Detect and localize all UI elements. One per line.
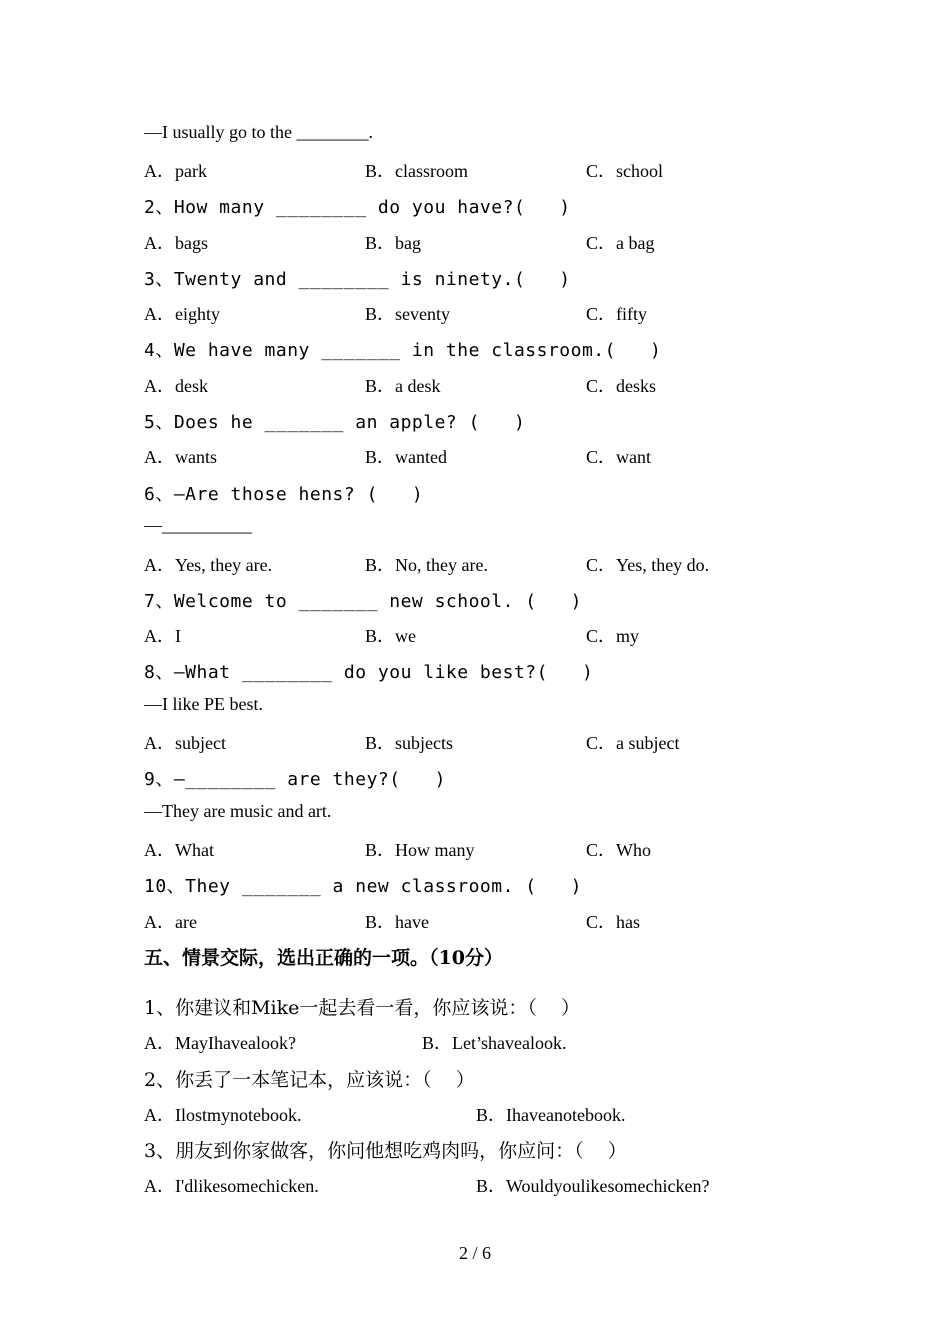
situation-2-stem: 2、你丢了一本笔记本，应该说：（ ） [144,1069,475,1091]
question-8-option-a: A．subject [144,733,226,753]
question-8-option-b: B．subjects [365,733,453,753]
question-9-answer-line: —They are music and art. [144,801,332,821]
situation-2-option-b: B．Ihaveanotebook. [476,1105,626,1125]
question-9-stem: 9、—________ are they?( ) [144,769,446,790]
question-4-option-c: C．desks [586,376,657,396]
q1-option-c: C．school [586,161,664,181]
question-6-stem: 6、—Are those hens? ( ) [144,484,424,505]
question-7-option-c: C．my [586,626,640,646]
question-5-option-a: A．wants [144,447,217,467]
question-10-option-b: B．have [365,912,429,932]
question-2-option-b: B．bag [365,233,421,253]
question-5-stem: 5、Does he _______ an apple? ( ) [144,412,526,433]
situation-3-stem: 3、朋友到你家做客，你问他想吃鸡肉吗，你应问：（ ） [144,1140,627,1162]
situation-2-option-a: A．Ilostmynotebook. [144,1105,302,1125]
question-7-option-a: A．I [144,626,181,646]
q1-answer-line: —I usually go to the ________. [144,122,373,142]
question-2-option-a: A．bags [144,233,208,253]
question-8-stem: 8、—What ________ do you like best?( ) [144,662,594,683]
question-10-option-c: C．has [586,912,640,932]
question-7-option-b: B．we [365,626,416,646]
q1-option-a: A．park [144,161,207,181]
question-3-option-c: C．fifty [586,304,647,324]
question-10-stem: 10、They _______ a new classroom. ( ) [144,876,582,897]
question-6-option-c: C．Yes, they do. [586,555,710,575]
situation-1-option-a: A．MayIhavealook? [144,1033,296,1053]
question-7-stem: 7、Welcome to _______ new school. ( ) [144,591,582,612]
question-4-option-b: B．a desk [365,376,441,396]
question-5-option-c: C．want [586,447,651,467]
q1-option-b: B．classroom [365,161,468,181]
situation-3-option-a: A．I'dlikesomechicken. [144,1176,319,1196]
question-3-stem: 3、Twenty and ________ is ninety.( ) [144,269,571,290]
question-2-stem: 2、How many ________ do you have?( ) [144,197,571,218]
question-6-answer-line: —__________ [144,515,252,535]
question-8-answer-line: —I like PE best. [144,694,263,714]
situation-3-option-b: B．Wouldyoulikesomechicken? [476,1176,710,1196]
question-3-option-b: B．seventy [365,304,450,324]
question-8-option-c: C．a subject [586,733,680,753]
section-5-heading: 五、情景交际，选出正确的一项。（10分） [144,947,503,969]
question-4-option-a: A．desk [144,376,208,396]
situation-1-stem: 1、你建议和Mike一起去看一看，你应该说：（ ） [144,997,581,1019]
question-5-option-b: B．wanted [365,447,447,467]
question-6-option-a: A．Yes, they are. [144,555,273,575]
question-9-option-c: C．Who [586,840,651,860]
question-9-option-b: B．How many [365,840,475,860]
question-10-option-a: A．are [144,912,197,932]
question-4-stem: 4、We have many _______ in the classroom.( ) [144,340,662,361]
question-9-option-a: A．What [144,840,214,860]
situation-1-option-b: B．Let’shavealook. [422,1033,567,1053]
page-number: 2 / 6 [458,1243,491,1263]
question-6-option-b: B．No, they are. [365,555,488,575]
question-2-option-c: C．a bag [586,233,655,253]
question-3-option-a: A．eighty [144,304,220,324]
